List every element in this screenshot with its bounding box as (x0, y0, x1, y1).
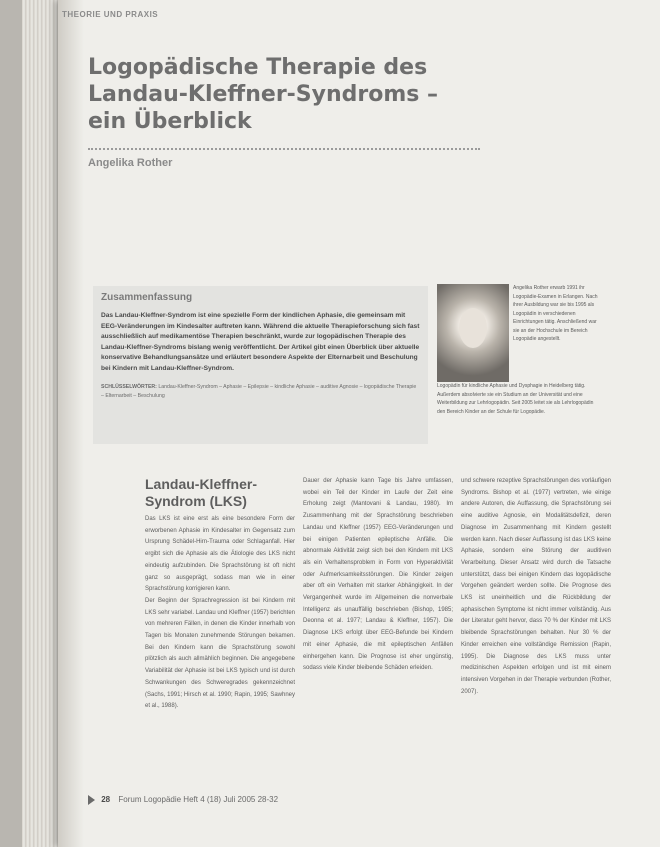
paragraph: Dauer der Aphasie kann Tage bis Jahre umfassen, wobei ein Teil der Kinder im Laufe der Zeit eine Erholung zeigt (Mantovani & Landau, 1980). Im Zusammenhang mit der Sprachstörung beschrieben Landau und Kleffner (1957) EEG-Veränderungen und bei einigen Patienten epileptische Anfälle. Die abnormale Aktivität zeigt sich bei den Kindern mit LKS als ein Verhaltensproblem in Form von Hyperaktivität oder Aufmerksamkeitsstörungen. Die Kinder zeigen aber oft ein Verhalten mit starker Abhängigkeit. In der Vergangenheit wurde im Allgemeinen die nonverbale Intelligenz als unauffällig beschrieben (Bishop, 1985; Deonna et al. 1977; Landau & Kleffner, 1957). Die Diagnose LKS erfolgt über EEG-Befunde bei Kindern mit einer Aphasie, die mit epileptischen Anfällen einhergehen kann. Die Prognose ist eher ungünstig, sodass viele Kinder bleibende Schäden erleiden. (303, 478, 453, 672)
title-line: Logopädische Therapie des (88, 55, 428, 80)
text-column-2 (303, 476, 453, 675)
author-face (459, 308, 487, 348)
author-bio-continued: Logopädin für kindliche Aphasie und Dysphagie in Heidelberg tätig. Außerdem absolvierte sie ein Studium an der Universität und eine Weiterbildung zur Lehrlogopädin. Seit 2005 leitet sie als Lehrlogopädin den Bereich Kinder an der Schule für Logopädie. (437, 383, 594, 415)
keywords (101, 383, 420, 401)
section-label: THEORIE UND PRAXIS (62, 10, 159, 19)
abstract-heading: Zusammenfassung (101, 292, 193, 303)
title-divider (88, 148, 480, 150)
title-line: Landau-Kleffner-Syndroms – (88, 82, 439, 107)
page-footer (88, 795, 278, 805)
keywords-label: SCHLÜSSELWÖRTER: (101, 383, 157, 390)
author-photo (437, 284, 509, 382)
paragraph: Das LKS ist eine erst als eine besondere Form der erworbenen Aphasie im Kindesalter im Gegensatz zum Ursprung Schädel-Hirn-Trauma oder Schlaganfall. Hier ergibt sich die Aphasie als die Ätiologie des LKS nicht eindeutig aufzubinden. Die Sprachstörung ist oft nicht ganz so ausgeprägt, sodass man wie in einer Sprachstörung korrigieren kann. (145, 516, 295, 593)
paragraph: und schwere rezeptive Sprachstörungen des vorläufigen Syndroms. Bishop et al. (1977) vertreten, wie einige andere Autoren, die Auffassung, die Sprachstörung sei eine auditive Agnosie, ein Modalitätsdefizit, deren Diagnose im Zusammenhang mit Kindern gestellt werden kann. Nach dieser Auffassung ist das LKS keine Aphasie, sondern eine Störung der auditiven Verarbeitung. Dieser Ansatz wird durch die Tatsache unterstützt, dass bei einigen Kindern das logopädische Vorgehen geändert werden sollte. Die Prognose des LKS ist uneinheitlich und die Rückbildung der aphasischen Symptome ist nicht immer vollständig. Aus der Literatur geht hervor, dass 70 % der Kinder mit LKS bleibende Sprachstörungen behalten. Nur 30 % der Kinder erreichen eine vollständige Remission (Rapin, 1995). Die Diagnose des LKS muss unter medizinischen Aspekten erfolgen und ist mit einem intensiven Vorgehen in der Therapie verbunden (Rother, 2007). (461, 478, 611, 695)
section-heading: Landau-Kleffner-Syndrom (LKS) (145, 476, 257, 509)
author-bio-side: Angelika Rother erwarb 1991 ihr Logopädie-Examen in Erlangen. Nach ihrer Ausbildung war sie bis 1995 als Logopädin in verschiedenen Einrichtungen tätig. Anschließend war sie an der Hochschule im Bereich Logopädie angestellt. (513, 285, 598, 342)
keywords-text: Landau-Kleffner-Syndrom – Aphasie – Epilepsie – kindliche Aphasie – auditive Agnosie – logopädische Therapie – Elternarbeit – Beschulung (101, 383, 417, 399)
text-column-3 (461, 476, 611, 698)
text-column-1 (145, 476, 295, 713)
abstract-text: Das Landau-Kleffner-Syndrom ist eine spezielle Form der kindlichen Aphasie, die gemeinsam mit EEG-Veränderungen im Kindesalter auftreten kann. Während die aktuelle Therapieforschung sich fast ausschließlich auf medikamentöse Therapien beschränkt, wurde zur logopädischen Therapie des Landau-Kleffner-Syndroms bislang wenig veröffentlicht. Der Artikel gibt einen Überblick über aktuelle konservative Behandlungsansätze und erläutert besondere Aspekte der Elternarbeit und Beschulung bei Kindern mit Landau-Kleffner-Syndrom. (101, 312, 420, 372)
paragraph: Der Beginn der Sprachregression ist bei Kindern mit LKS sehr variabel. Landau und Kleffner (1957) berichten von mehreren Fällen, in denen die Kinder innerhalb von Tagen bis Monaten zunehmende Störungen bekamen. Bei den Kindern kann die Sprachstörung sowohl plötzlich als auch allmählich beginnen. Die angegebene Variabilität der Aphasie ist bei LKS typisch und ist durch Schwankungen des Schweregrades gekennzeichnet (Sachs, 1991; Hirsch et al. 1990; Rapin, 1995; Sawhney et al., 1988). (145, 597, 295, 710)
journal-citation: Forum Logopädie Heft 4 (18) Juli 2005 28-32 (118, 795, 279, 805)
article-title (88, 54, 448, 135)
page-number: 28 (101, 795, 111, 805)
abstract-box (93, 286, 428, 444)
arrow-icon (88, 795, 95, 805)
author-name: Angelika Rother (88, 157, 173, 169)
title-line: ein Überblick (88, 109, 252, 134)
book-gutter (58, 0, 84, 847)
